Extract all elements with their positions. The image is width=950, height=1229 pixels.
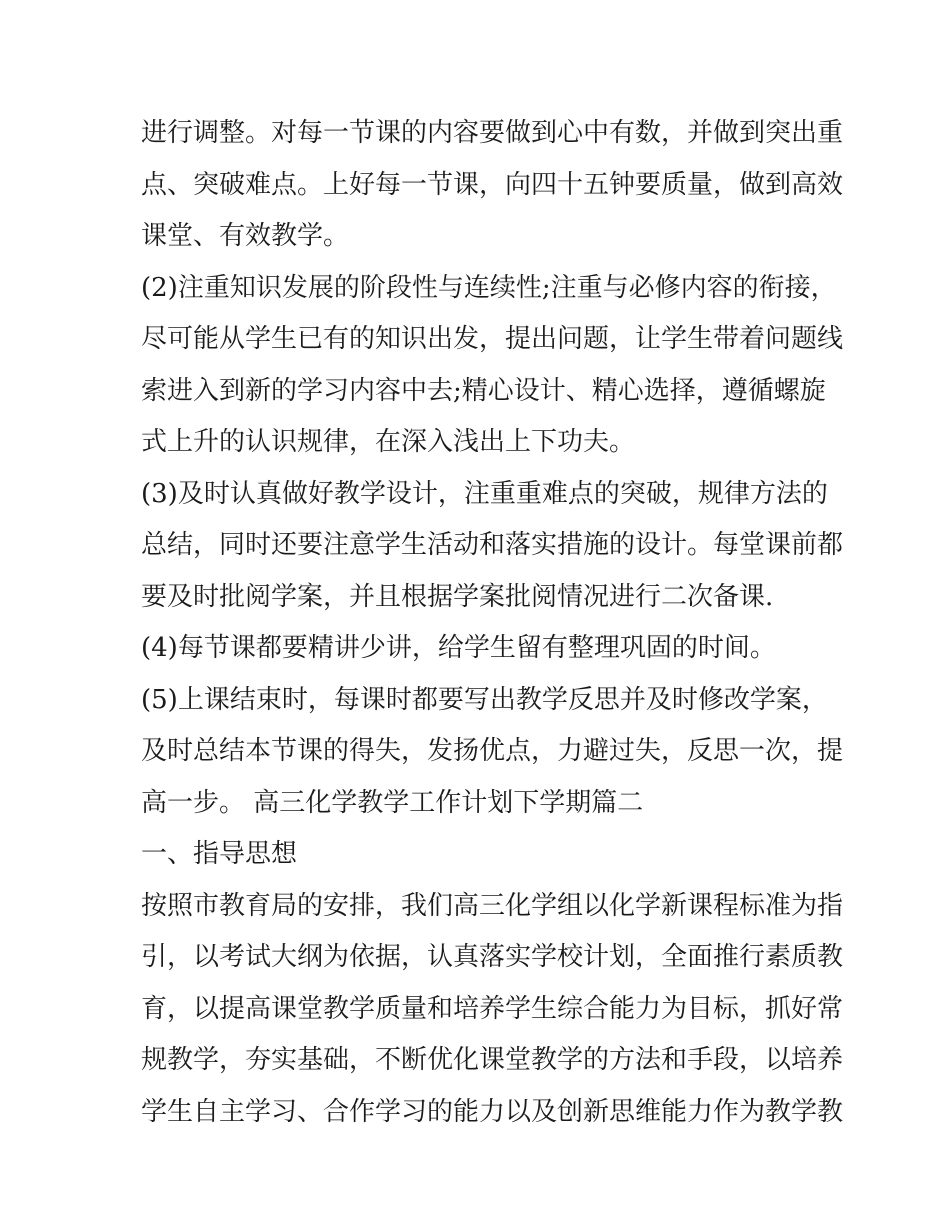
text-line: 总结，同时还要注意学生活动和落实措施的设计。每堂课前都 [141, 530, 844, 560]
text-line: 及时总结本节课的得失，发扬优点，力避过失，反思一次，提 [141, 736, 844, 766]
text-line: 课堂、有效教学。 [141, 221, 350, 251]
text-line: (3)及时认真做好教学设计，注重重难点的突破，规律方法的 [141, 478, 828, 509]
paragraph-item-3 [141, 469, 844, 624]
text-line: 要及时批阅学案，并且根据学案批阅情况进行二次备课. [141, 581, 774, 612]
paragraph-adjustment [141, 108, 844, 263]
text-line: 育，以提高课堂教学质量和培养学生综合能力为目标，抓好常 [141, 993, 844, 1024]
text-line: 引，以考试大纲为依据，认真落实学校计划，全面推行素质教 [141, 942, 844, 972]
text-line: 规教学，夯实基础，不断优化课堂教学的方法和手段，以培养 [141, 1045, 844, 1075]
text-line: 尽可能从学生已有的知识出发，提出问题，让学生带着问题线 [141, 324, 844, 354]
document-body [141, 108, 844, 1138]
text-line: (2)注重知识发展的阶段性与连续性;注重与必修内容的衔接， [141, 272, 837, 303]
text-line: 学生自主学习、合作学习的能力以及创新思维能力作为教学教 [141, 1096, 844, 1127]
paragraph-guiding-ideology [141, 881, 844, 1139]
paragraph-item-5 [141, 675, 844, 830]
section-heading: 一、指导思想 [141, 839, 298, 869]
text-line: 式上升的认识规律，在深入浅出上下功夫。 [141, 427, 636, 457]
text-line: 点、突破难点。上好每一节课，向四十五钟要质量，做到高效 [141, 169, 844, 200]
text-line: 索进入到新的学习内容中去;精心设计、精心选择，遵循螺旋 [141, 375, 826, 406]
text-line: 按照市教育局的安排，我们高三化学组以化学新课程标准为指 [141, 890, 844, 921]
text-line: (4)每节课都要精讲少讲，给学生留有整理巩固的时间。 [141, 633, 776, 663]
text-line: 进行调整。对每一节课的内容要做到心中有数，并做到突出重 [141, 118, 844, 148]
paragraph-item-2 [141, 263, 844, 469]
paragraph-item-4 [141, 623, 821, 675]
text-line: (5)上课结束时，每课时都要写出教学反思并及时修改学案， [141, 684, 828, 715]
text-line: 高一步。 高三化学教学工作计划下学期篇二 [141, 787, 644, 818]
